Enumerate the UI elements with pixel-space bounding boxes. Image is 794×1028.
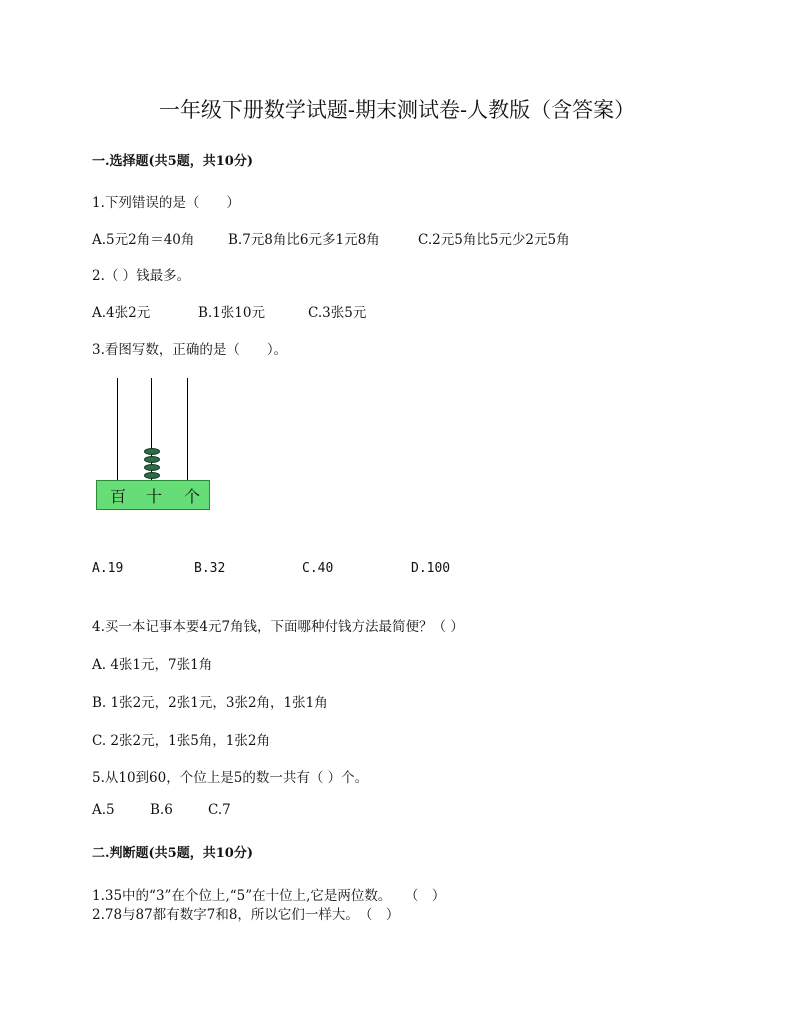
judgement-item-2: 2.78与87都有数字7和8，所以它们一样大。 （ ） bbox=[92, 907, 400, 923]
abacus-bead bbox=[144, 472, 160, 479]
q3-option-a: A.19 bbox=[92, 561, 124, 576]
q4-option-a: A. 4张1元，7张1角 bbox=[92, 657, 213, 673]
q3-option-b: B.32 bbox=[194, 561, 226, 576]
question-4: 4.买一本记事本要4元7角钱，下面哪种付钱方法最简便？（ ） bbox=[92, 619, 464, 635]
q5-option-c: C.7 bbox=[208, 802, 231, 818]
q3-option-c: C.40 bbox=[302, 561, 334, 576]
q5-option-a: A.5 bbox=[92, 802, 115, 818]
abacus-label-tens: 十 bbox=[146, 486, 163, 506]
abacus-rod-hundreds bbox=[117, 378, 118, 480]
q5-option-b: B.6 bbox=[150, 802, 173, 818]
section-heading-judgement: 二.判断题(共5题，共10分) bbox=[92, 846, 253, 861]
q2-option-a: A.4张2元 bbox=[92, 305, 151, 321]
abacus-bead bbox=[144, 456, 160, 463]
question-3: 3.看图写数，正确的是（ ）。 bbox=[92, 342, 288, 358]
abacus-rod-ones bbox=[187, 378, 188, 480]
q2-option-b: B.1张10元 bbox=[198, 305, 265, 321]
section-heading-choice: 一.选择题(共5题，共10分) bbox=[92, 154, 253, 169]
abacus-bead bbox=[144, 448, 160, 455]
q1-option-c: C.2元5角比5元少2元5角 bbox=[418, 232, 570, 248]
q4-option-b: B. 1张2元，2张1元，3张2角，1张1角 bbox=[92, 695, 328, 711]
abacus-label-hundreds: 百 bbox=[110, 486, 127, 506]
q1-option-a: A.5元2角＝40角 bbox=[92, 232, 195, 248]
q3-option-d: D.100 bbox=[411, 561, 451, 576]
abacus-bead bbox=[144, 464, 160, 471]
q1-option-b: B.7元8角比6元多1元8角 bbox=[228, 232, 380, 248]
question-5: 5.从10到60，个位上是5的数一共有（ ）个。 bbox=[92, 770, 369, 786]
judgement-item-1: 1.35中的“3”在个位上,“5”在十位上,它是两位数。 （ ） bbox=[92, 888, 446, 904]
question-1: 1.下列错误的是（ ） bbox=[92, 195, 240, 211]
abacus-base bbox=[96, 480, 210, 510]
abacus-figure bbox=[96, 378, 212, 512]
page-title: 一年级下册数学试题-期末测试卷-人教版（含答案） bbox=[158, 98, 636, 122]
abacus-label-ones: 个 bbox=[184, 486, 201, 506]
q4-option-c: C. 2张2元，1张5角，1张2角 bbox=[92, 733, 270, 749]
question-2: 2.（ ）钱最多。 bbox=[92, 268, 191, 284]
q2-option-c: C.3张5元 bbox=[308, 305, 367, 321]
